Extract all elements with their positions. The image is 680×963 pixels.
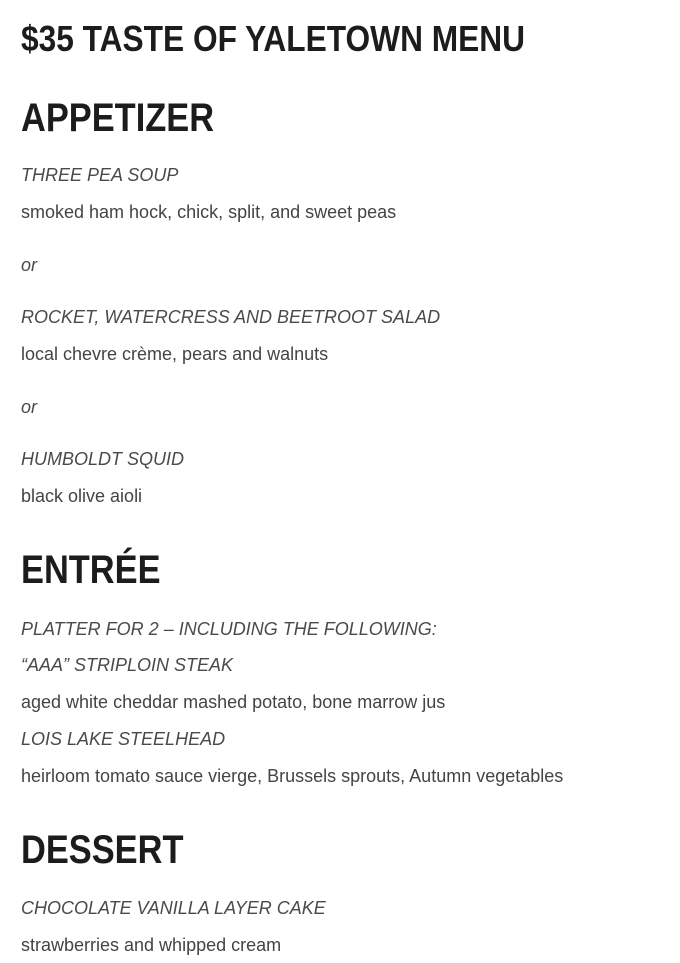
dish-name-chocolate-cake: CHOCOLATE VANILLA LAYER CAKE [21, 898, 326, 918]
dish-name-humboldt-squid: HUMBOLDT SQUID [21, 449, 185, 469]
section-heading-appetizer: APPETIZER [21, 96, 215, 140]
or-separator: or [21, 255, 38, 275]
dish-description-three-pea-soup: smoked ham hock, chick, split, and sweet peas [21, 202, 397, 222]
section-heading-dessert: DESSERT [21, 828, 184, 872]
dish-name-rocket-salad: ROCKET, WATERCRESS AND BEETROOT SALAD [21, 307, 441, 327]
dish-name-lois-lake-steelhead: LOIS LAKE STEELHEAD [21, 729, 226, 749]
dish-description-striploin-steak: aged white cheddar mashed potato, bone marrow jus [21, 692, 446, 712]
dish-description-rocket-salad: local chevre crème, pears and walnuts [21, 344, 329, 364]
platter-intro: PLATTER FOR 2 – INCLUDING THE FOLLOWING: [21, 619, 437, 639]
menu-title: $35 TASTE OF YALETOWN MENU [21, 18, 526, 59]
dish-name-striploin-steak: “AAA” STRIPLOIN STEAK [21, 655, 234, 675]
dish-description-chocolate-cake: strawberries and whipped cream [21, 935, 282, 955]
dish-description-humboldt-squid: black olive aioli [21, 486, 143, 506]
dish-name-three-pea-soup: THREE PEA SOUP [21, 165, 179, 185]
section-heading-entree: ENTRÉE [21, 548, 161, 592]
dish-description-lois-lake-steelhead: heirloom tomato sauce vierge, Brussels sprouts, Autumn vegetables [21, 766, 564, 786]
or-separator: or [21, 397, 38, 417]
